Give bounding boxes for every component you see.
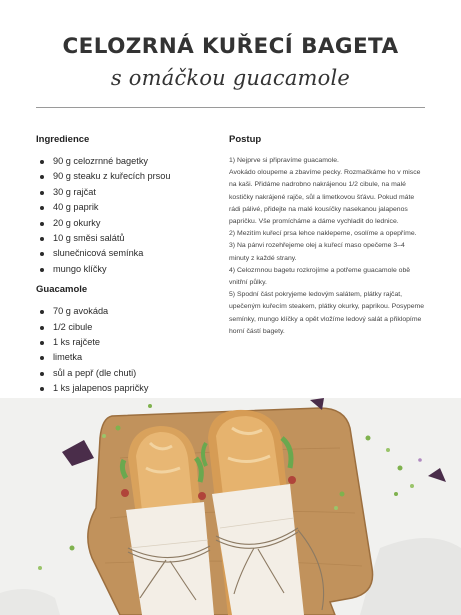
step-3: 3) Na pánvi rozehřejeme olej a kuřecí maso opečeme 3–4 minuty z každé strany. bbox=[229, 242, 405, 262]
list-item: slunečnicová semínka bbox=[53, 247, 216, 260]
list-item: 20 g okurky bbox=[53, 217, 216, 230]
list-item: 30 g rajčat bbox=[53, 186, 216, 199]
procedure-heading: Postup bbox=[229, 134, 262, 145]
step-1: 1) Nejprve si připravíme guacamole. bbox=[229, 157, 339, 164]
ingredients-list bbox=[36, 155, 216, 276]
divider bbox=[36, 107, 425, 108]
guacamole-list bbox=[36, 305, 216, 395]
baguette-photo bbox=[0, 398, 461, 615]
list-item: 1 ks jalapenos papričky bbox=[53, 382, 216, 395]
guacamole-heading: Guacamole bbox=[36, 284, 88, 296]
procedure-column bbox=[229, 134, 425, 338]
list-item: 10 g směsi salátů bbox=[53, 232, 216, 245]
list-item: 90 g celozrnné bagetky bbox=[53, 155, 216, 168]
ingredients-column bbox=[36, 134, 216, 398]
list-item: 70 g avokáda bbox=[53, 305, 216, 318]
step-2: 2) Mezitím kuřecí prsa lehce naklepeme, osolíme a opepříme. bbox=[229, 230, 417, 238]
recipe-subtitle: s omáčkou guacamole bbox=[110, 66, 351, 90]
list-item: sůl a pepř (dle chuti) bbox=[53, 367, 216, 380]
procedure-steps bbox=[229, 155, 425, 338]
list-item: 90 g steaku z kuřecích prsou bbox=[53, 170, 216, 183]
step-5: 5) Spodní část pokryjeme ledovým salátem, plátky rajčat, upečeným kuřecím steakem, plátky okurky, paprikou. Posypeme semínky, mungo klíčky a opět vložíme ledový salát a přiklopíme horní částí bagety. bbox=[229, 291, 425, 335]
list-item: mungo klíčky bbox=[53, 263, 216, 276]
list-item: 1 ks rajčete bbox=[53, 336, 216, 349]
list-item: limetka bbox=[53, 351, 216, 364]
list-item: 1/2 cibule bbox=[53, 321, 216, 334]
recipe-title: CELOZRNÁ KUŘECÍ BAGETA bbox=[62, 34, 399, 59]
step-1-detail: Avokádo oloupeme a zbavíme pecky. Rozmačkáme ho v misce na kaši. Přidáme nadrobno nakrájenou 1/2 cibule, na malé kostičky nakrájené rajče, sůl a limetkovou šťávu. Pokud máte rádi pálivé, přidejte na malé kousíčky nasekanou jalapenos papričku. Vše promícháme a dáme vychladit do lednice. bbox=[229, 169, 421, 226]
step-4: 4) Celozrnnou bagetu rozkrojíme a potřeme guacamole obě vnitřní půlky. bbox=[229, 266, 411, 287]
ingredients-heading: Ingredience bbox=[36, 134, 90, 145]
list-item: 40 g paprik bbox=[53, 201, 216, 214]
